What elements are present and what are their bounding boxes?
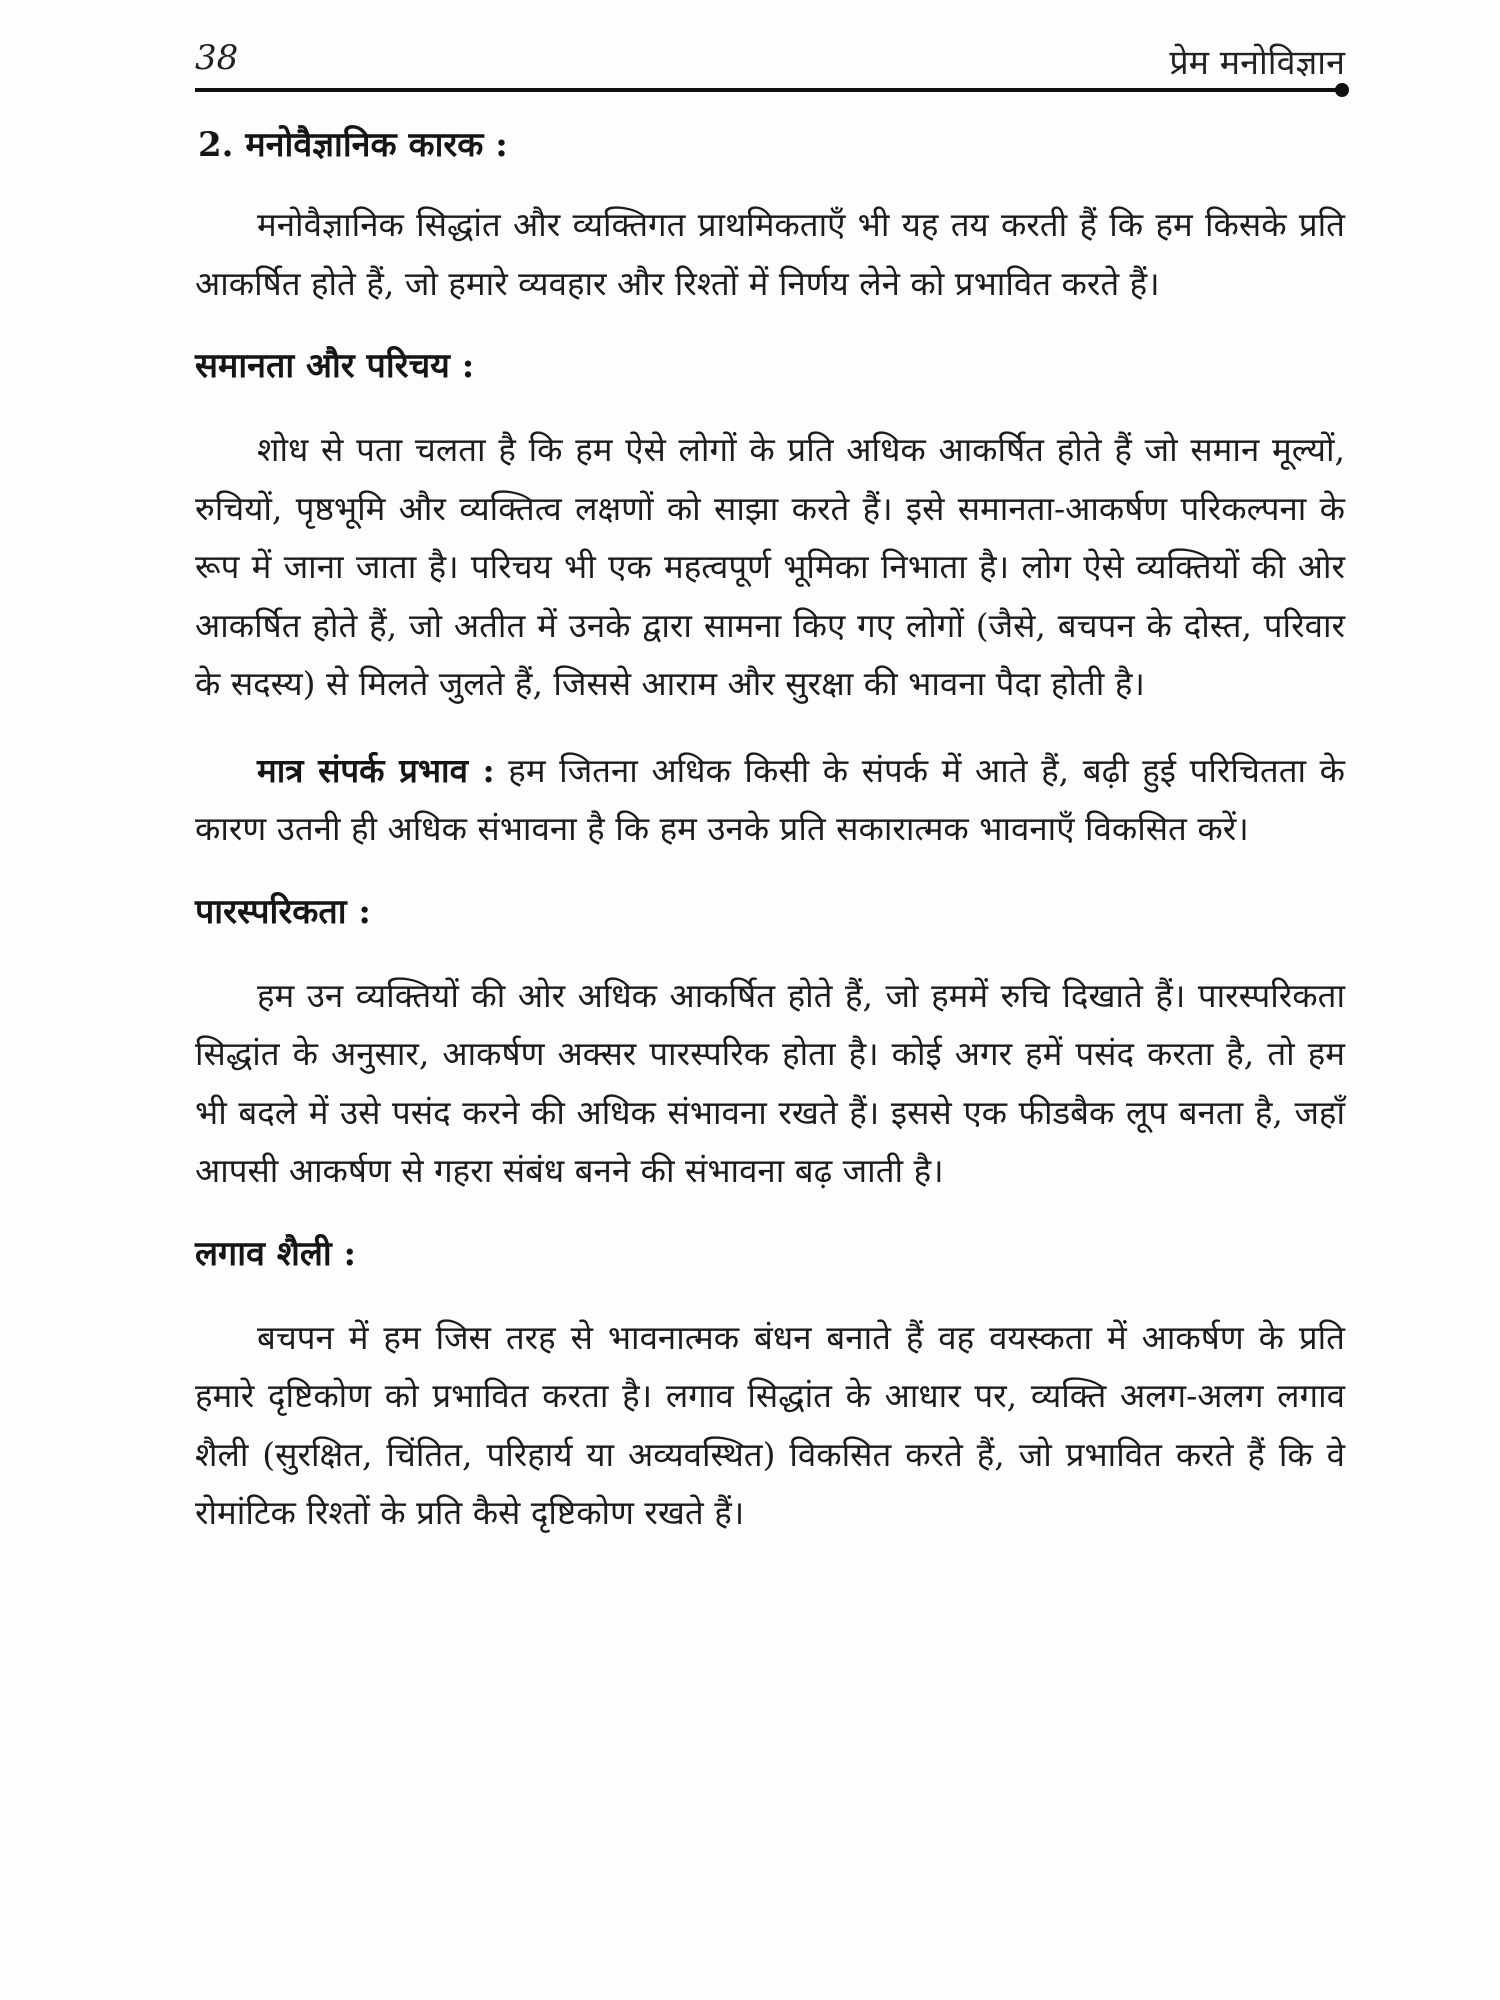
section-title: 2. मनोवैज्ञानिक कारक : <box>198 125 508 165</box>
section-intro-paragraph: मनोवैज्ञानिक सिद्धांत और व्यक्तिगत प्राथमिकताएँ भी यह तय करती हैं कि हम किसके प्रति आकर्षित होते हैं, जो हमारे व्यवहार और रिश्तों में निर्णय लेने को प्रभावित करते हैं। <box>195 205 1345 303</box>
mere-exposure-lead: मात्र संपर्क प्रभाव : <box>257 750 495 790</box>
page-number: 38 <box>195 38 239 78</box>
header-rule <box>195 88 1342 92</box>
page-body <box>195 120 1345 1571</box>
book-title: प्रेम मनोविज्ञान <box>1169 43 1345 83</box>
header-rule-dot <box>1335 83 1349 97</box>
reciprocity-heading: पारस्परिकता : <box>195 891 371 932</box>
similarity-heading: समानता और परिचय : <box>195 346 475 386</box>
attachment-style-heading: लगाव शैली : <box>195 1233 357 1274</box>
attachment-style-paragraph: बचपन में हम जिस तरह से भावनात्मक बंधन बनाते हैं वह वयस्कता में आकर्षण के प्रति हमारे दृष्टिकोण को प्रभावित करता है। लगाव सिद्धांत के आधार पर, व्यक्ति अलग-अलग लगाव शैली (सुरक्षित, चिंतित, परिहार्य या अव्यवस्थित) विकसित करते हैं, जो प्रभावित करते हैं कि वे रोमांटिक रिश्तों के प्रति कैसे दृष्टिकोण रखते हैं। <box>195 1317 1345 1532</box>
similarity-paragraph: शोध से पता चलता है कि हम ऐसे लोगों के प्रति अधिक आकर्षित होते हैं जो समान मूल्यों, रुचियों, पृष्ठभूमि और व्यक्तित्व लक्षणों को साझा करते हैं। इसे समानता-आकर्षण परिकल्पना के रूप में जाना जाता है। परिचय भी एक महत्वपूर्ण भूमिका निभाता है। लोग ऐसे व्यक्तियों की ओर आकर्षित होते हैं, जो अतीत में उनके द्वारा सामना किए गए लोगों (जैसे, बचपन के दोस्त, परिवार के सदस्य) से मिलते जुलते हैं, जिससे आराम और सुरक्षा की भावना पैदा होती है। <box>195 430 1345 703</box>
mere-exposure-paragraph <box>195 742 1345 859</box>
mere-exposure-text: हम जितना अधिक किसी के संपर्क में आते हैं, बढ़ी हुई परिचितता के कारण उतनी ही अधिक संभावना है कि हम उनके प्रति सकारात्मक भावनाएँ विकसित करें। <box>195 750 1345 848</box>
reciprocity-paragraph: हम उन व्यक्तियों की ओर अधिक आकर्षित होते हैं, जो हममें रुचि दिखाते हैं। पारस्परिकता सिद्धांत के अनुसार, आकर्षण अक्सर पारस्परिक होता है। कोई अगर हमें पसंद करता है, तो हम भी बदले में उसे पसंद करने की अधिक संभावना रखते हैं। इससे एक फीडबैक लूप बनता है, जहाँ आपसी आकर्षण से गहरा संबंध बनने की संभावना बढ़ जाती है। <box>195 975 1345 1190</box>
